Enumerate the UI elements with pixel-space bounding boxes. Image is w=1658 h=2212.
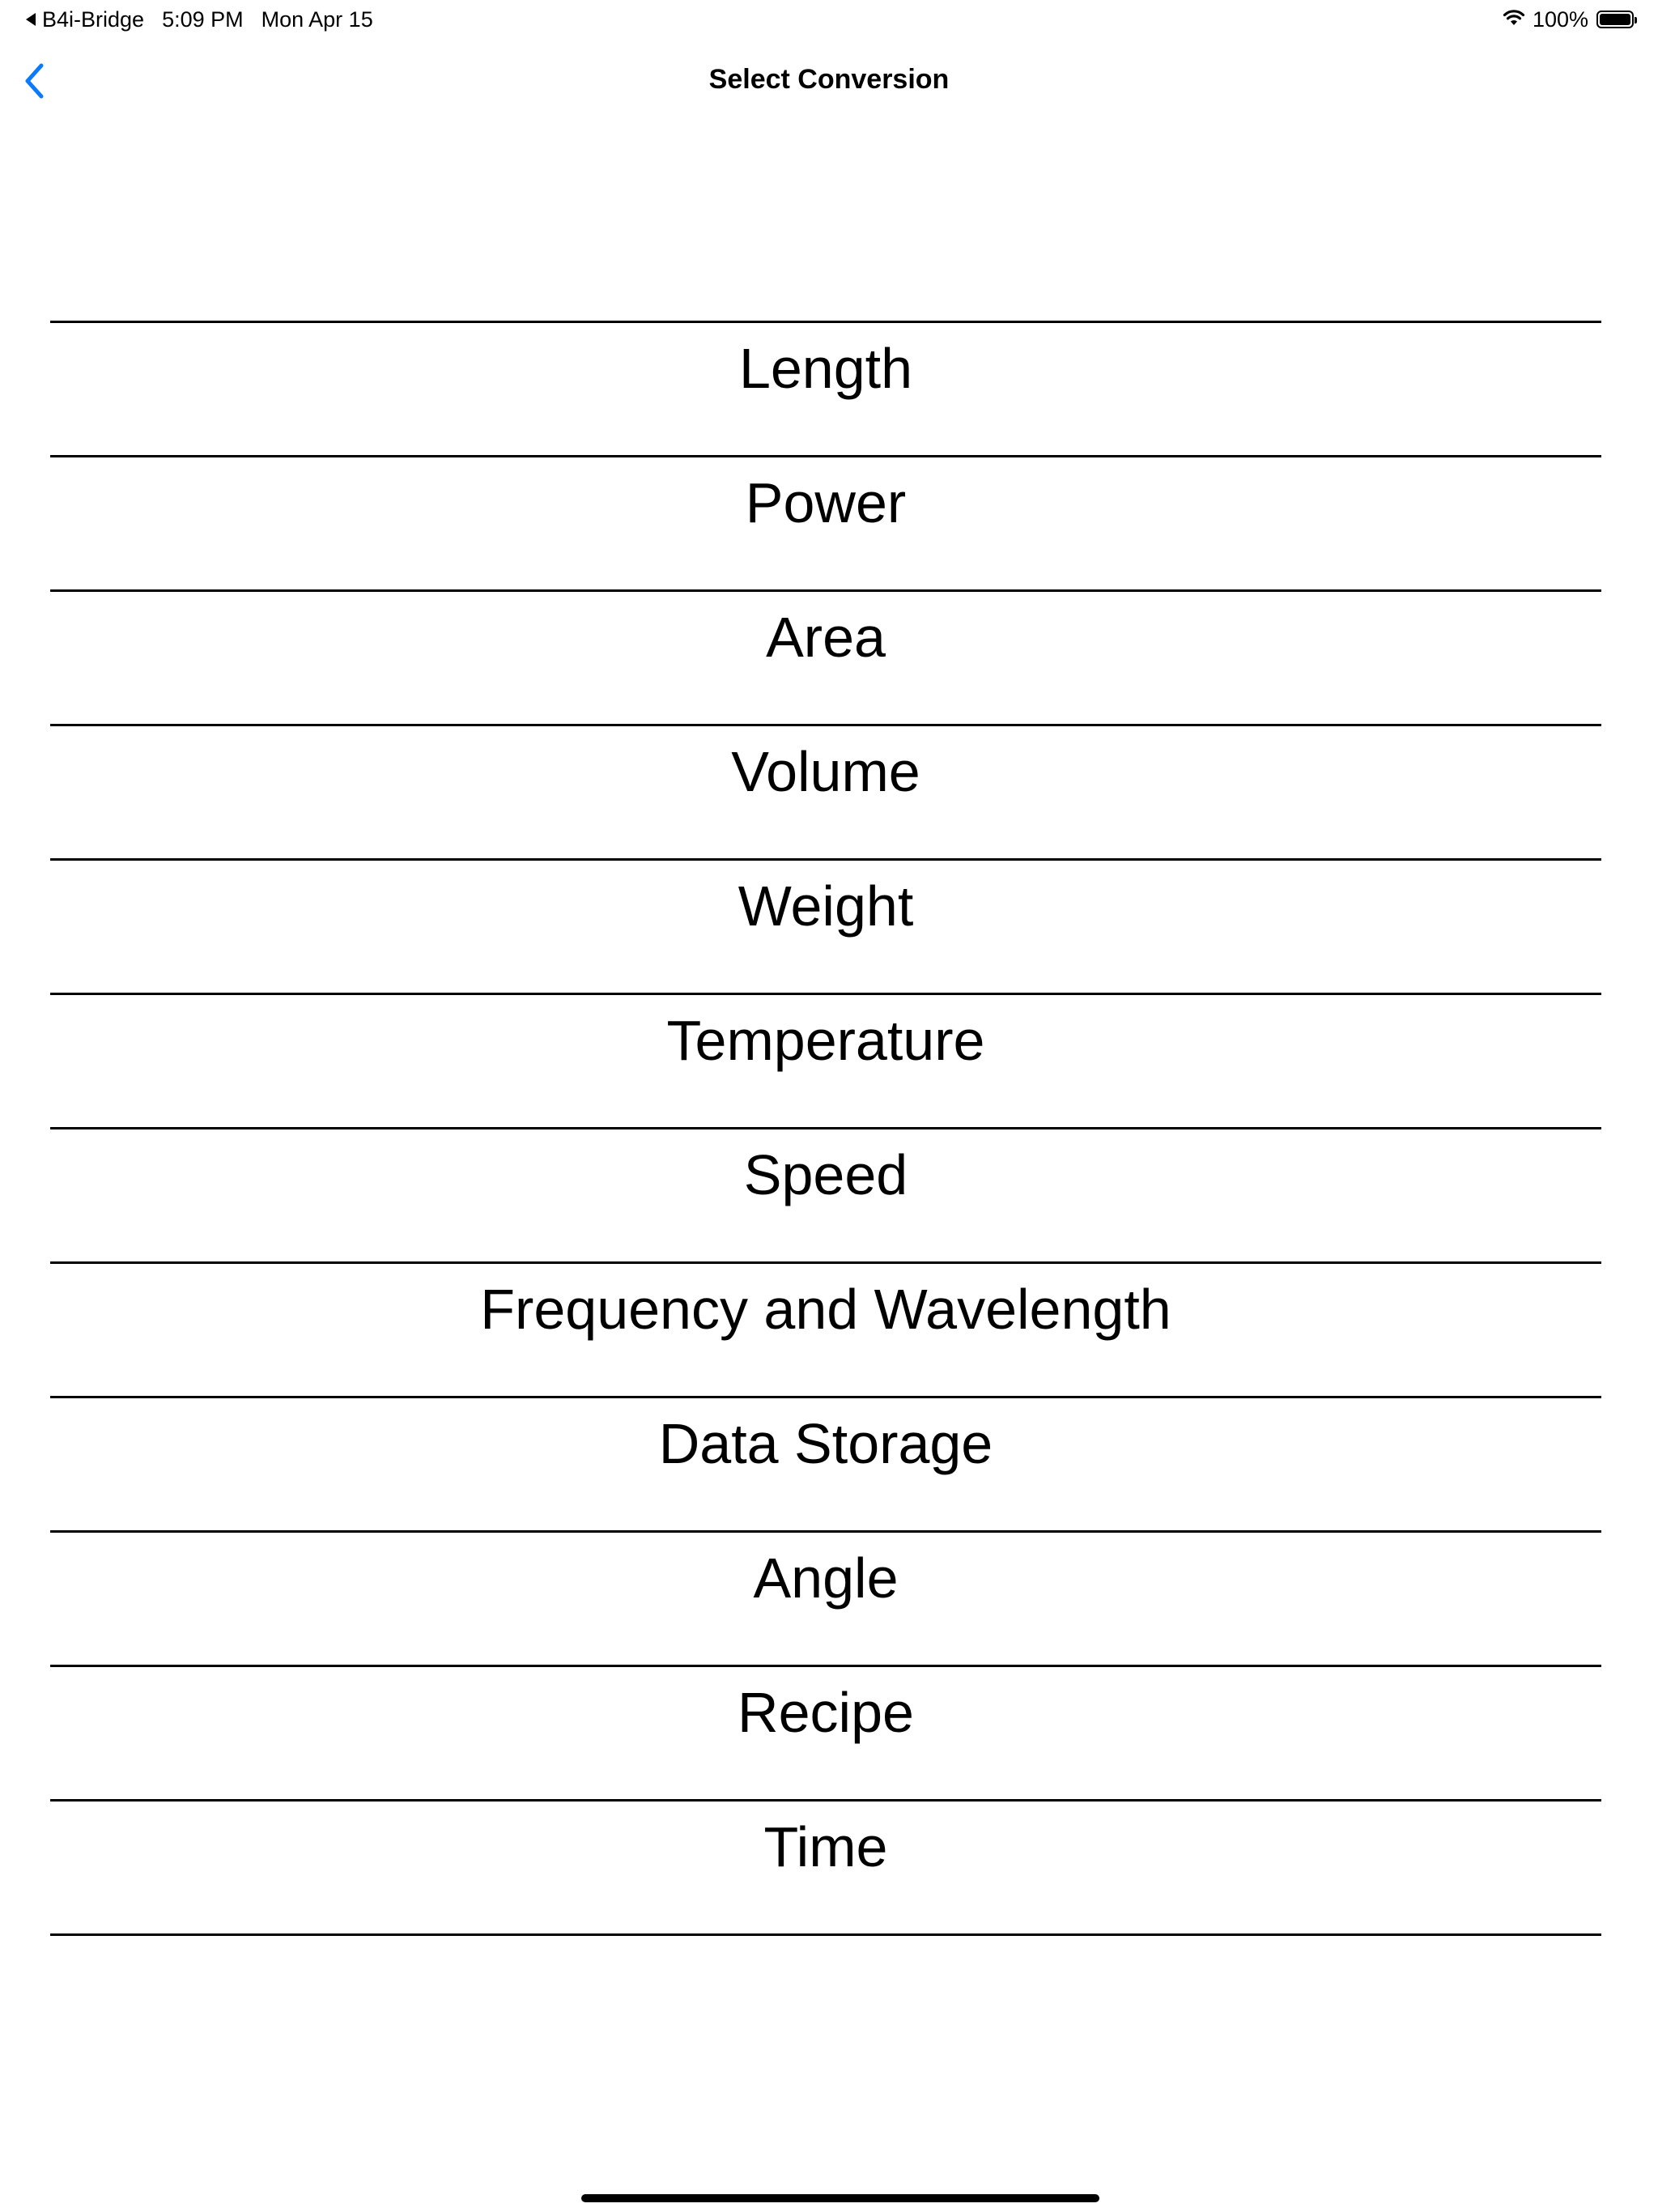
conversion-item-temperature[interactable]	[50, 995, 1601, 1129]
conversion-item-data-storage[interactable]	[50, 1398, 1601, 1533]
status-time: 5:09 PM	[162, 7, 244, 32]
conversion-item-frequency-wavelength[interactable]	[50, 1264, 1601, 1398]
conversion-label: Volume	[731, 740, 920, 803]
conversion-label: Angle	[753, 1546, 899, 1610]
status-bar	[0, 0, 1658, 39]
battery-icon	[1596, 11, 1634, 28]
conversion-label: Recipe	[738, 1681, 914, 1744]
conversion-item-angle[interactable]	[50, 1533, 1601, 1667]
conversion-item-length[interactable]	[50, 323, 1601, 457]
conversion-item-power[interactable]	[50, 457, 1601, 592]
conversion-label: Time	[763, 1815, 888, 1878]
battery-nub	[1635, 17, 1637, 23]
wifi-icon	[1502, 6, 1526, 32]
conversion-label: Frequency and Wavelength	[480, 1278, 1171, 1341]
conversion-item-speed[interactable]	[50, 1129, 1601, 1264]
conversion-label: Temperature	[666, 1009, 985, 1072]
page-title: Select Conversion	[708, 64, 950, 95]
conversion-label: Area	[766, 606, 886, 669]
conversion-item-area[interactable]	[50, 592, 1601, 726]
back-to-app-label[interactable]: B4i-Bridge	[42, 7, 145, 32]
status-date: Mon Apr 15	[261, 7, 373, 32]
back-to-app-icon[interactable]	[26, 13, 36, 26]
conversion-label: Length	[738, 337, 913, 400]
conversion-label: Weight	[738, 874, 914, 938]
status-left	[26, 6, 373, 32]
conversion-label: Speed	[743, 1143, 908, 1206]
conversion-label: Power	[745, 471, 907, 534]
conversion-list	[50, 321, 1601, 1936]
conversion-item-weight[interactable]	[50, 861, 1601, 995]
navigation-bar	[0, 49, 1658, 113]
battery-fill	[1600, 14, 1630, 25]
battery-percent: 100%	[1532, 7, 1588, 32]
conversion-item-recipe[interactable]	[50, 1667, 1601, 1802]
conversion-label: Data Storage	[658, 1412, 993, 1475]
conversion-item-time[interactable]	[50, 1802, 1601, 1936]
conversion-item-volume[interactable]	[50, 726, 1601, 861]
home-indicator[interactable]	[581, 2194, 1099, 2202]
status-right	[1502, 6, 1634, 32]
